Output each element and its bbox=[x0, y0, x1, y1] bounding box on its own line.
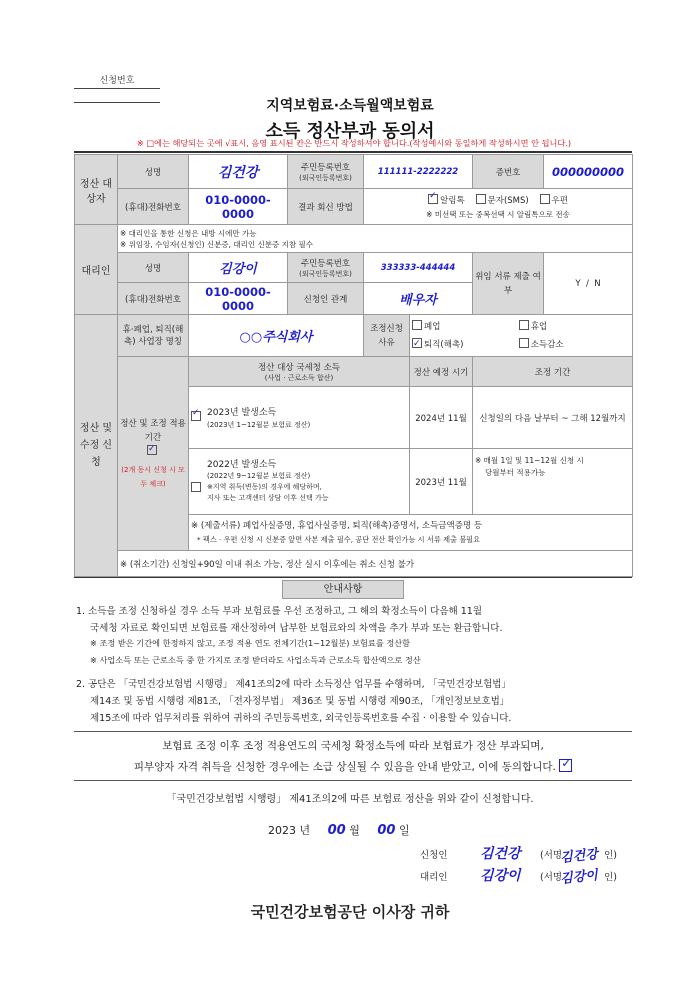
top-rule bbox=[74, 151, 632, 153]
option-sms[interactable] bbox=[476, 196, 529, 206]
agent-doc-value: Y / N bbox=[575, 278, 601, 289]
agent-phone-value: 010-0000-0000 bbox=[205, 284, 271, 313]
applicant-phone-value: 010-0000-0000 bbox=[205, 192, 271, 221]
suspend-checkbox[interactable] bbox=[519, 320, 529, 330]
reason-closure[interactable] bbox=[412, 318, 516, 336]
agent-note-2: ※ 위임장, 수임자(신청인) 신분증, 대리인 신분증 지참 필수 bbox=[120, 239, 313, 249]
consent-line1: 보험료 조정 이후 조정 적용연도의 국세청 확정소득에 따라 보험료가 정산 부과되며, bbox=[162, 740, 544, 752]
docs-line2: * 팩스 · 우편 신청 시 신분증 앞면 사본 제출 필수, 공단 전산 확인가능 시 서류 제출 불필요 bbox=[197, 534, 481, 544]
applicant-name-value: 김건강 bbox=[217, 164, 259, 181]
retire-label: 퇴직(해촉) bbox=[424, 339, 464, 350]
kakao-checkbox[interactable] bbox=[428, 194, 438, 204]
agent-rrn-field[interactable] bbox=[364, 253, 473, 283]
guide-p2b: 제14조 및 동법 시행령 제81조, 「전자정부법」 제36조 및 동법 시행령 제90조, 「개인정보보호법」 bbox=[90, 696, 510, 707]
applicant-cert-label: 증번호 bbox=[473, 155, 544, 189]
reason-income-decrease[interactable] bbox=[519, 340, 564, 350]
agent-doc-label: 위임 서류 제출 여부 bbox=[473, 253, 544, 315]
agent-rrn-label bbox=[288, 253, 364, 283]
agent-section-label: 대리인 bbox=[75, 225, 118, 315]
mail-checkbox[interactable] bbox=[540, 194, 550, 204]
closure-label: 폐업 bbox=[424, 321, 441, 332]
row2-period bbox=[473, 449, 633, 515]
row2-note1: ※지역 취득(변동)의 경우에 해당하며, bbox=[207, 482, 322, 491]
guide-p1a: 1. 소득을 조정 신청하실 경우 소득 부과 보험료를 우선 조정하고, 그 해의 확정소득이 다음해 11월 bbox=[76, 606, 482, 617]
agent-signature: 김강이 bbox=[559, 868, 599, 887]
col-expected-header: 정산 예정 시기 bbox=[410, 357, 473, 387]
agent-name-field[interactable] bbox=[189, 253, 288, 283]
col-income-sub: (사업 · 근로소득 합산) bbox=[264, 373, 334, 382]
applicant-sign-open: (서명 bbox=[540, 850, 563, 861]
agent-sign-open: (서명 bbox=[540, 872, 563, 883]
agent-notes bbox=[118, 225, 633, 253]
table-bottom-rule bbox=[74, 577, 632, 578]
suspend-label: 휴업 bbox=[530, 321, 548, 332]
agent-rrn-sublabel: (외국인등록번호) bbox=[299, 269, 352, 278]
date-month[interactable]: 00 bbox=[327, 823, 346, 838]
application-number-label: 신청번호 bbox=[74, 74, 160, 89]
agent-name-label: 성명 bbox=[118, 253, 189, 283]
row2-sub: (2022년 9~12월분 보험료 정산) bbox=[207, 471, 311, 480]
apply-period-note: (2개 동시 신청 시 모두 체크) bbox=[121, 465, 185, 488]
apply-period-label: 정산 및 조정 적용 기간 bbox=[120, 418, 186, 443]
agent-name-value: 김강이 bbox=[219, 262, 257, 277]
mail-label: 우편 bbox=[551, 195, 568, 206]
agent-rrn-value: 333333-444444 bbox=[380, 262, 456, 273]
recipient: 국민건강보험공단 이사장 귀하 bbox=[250, 903, 450, 921]
agent-note-1: ※ 대리인을 통한 신청은 내방 시에만 가능 bbox=[120, 228, 257, 238]
applicant-rrn-field[interactable] bbox=[364, 155, 473, 189]
date-day-unit: 일 bbox=[398, 824, 410, 837]
applicant-sign-close: 인) bbox=[604, 850, 617, 861]
business-name-label: 휴·폐업, 퇴직(해촉) 사업장 명칭 bbox=[118, 315, 189, 357]
applicant-phone-field[interactable] bbox=[189, 189, 288, 225]
closure-checkbox[interactable] bbox=[412, 320, 422, 330]
consent-checkbox[interactable]: ✓ bbox=[561, 756, 572, 770]
result-method-options bbox=[364, 189, 633, 225]
retire-checkbox[interactable] bbox=[412, 338, 422, 348]
agent-phone-field[interactable] bbox=[189, 283, 288, 315]
applicant-name-label: 성명 bbox=[118, 155, 189, 189]
applicant-cert-value: 000000000 bbox=[552, 164, 625, 179]
guide-p2a: 2. 공단은 「국민건강보험법 시행령」 제41조의2에 따라 소득정산 업무를 수행하며, 「국민건강보험법」 bbox=[76, 679, 511, 690]
agent-sign-close: 인) bbox=[604, 872, 617, 883]
consent-box bbox=[74, 731, 632, 781]
row2-period-note1: ※ 매월 1일 및 11~12월 신청 시 bbox=[475, 456, 584, 465]
agent-doc-field[interactable] bbox=[544, 253, 633, 315]
date-line bbox=[268, 822, 410, 838]
option-mail[interactable] bbox=[540, 196, 568, 206]
cancel-note: ※ (취소기간) 신청일+90일 이내 취소 가능, 정산 실시 이후에는 취소 신청 불가 bbox=[118, 551, 633, 577]
row1-period: 신청일의 다음 날부터 ~ 그해 12월까지 bbox=[473, 387, 633, 449]
reason-options bbox=[410, 315, 633, 357]
settlement-section-label: 정산 및 수정 신청 bbox=[75, 315, 118, 577]
row2-income-cell[interactable] bbox=[189, 449, 410, 515]
row1-income-cell[interactable] bbox=[189, 387, 410, 449]
consent-line2-wrap bbox=[74, 756, 632, 774]
agent-signature-label: 대리인 bbox=[420, 872, 448, 883]
row2-expected: 2023년 11월 bbox=[410, 449, 473, 515]
col-period-header: 조정 기간 bbox=[473, 357, 633, 387]
business-name-field[interactable] bbox=[189, 315, 364, 357]
sms-label: 문자(SMS) bbox=[487, 195, 529, 206]
applicant-phone-label: (휴대)전화번호 bbox=[118, 189, 189, 225]
guide-p1n2: ※ 사업소득 또는 근로소득 중 한 가지로 조정 받더라도 사업소득과 근로소득 합산액으로 정산 bbox=[90, 655, 421, 665]
row2-checkbox[interactable] bbox=[191, 482, 201, 492]
applicant-rrn-label-text: 주민등록번호 bbox=[300, 162, 351, 173]
row2-note2: 지사 또는 고객센터 상담 이후 선택 가능 bbox=[207, 493, 329, 502]
apply-period-cell bbox=[118, 357, 189, 551]
result-method-label: 결과 회신 방법 bbox=[288, 189, 364, 225]
docs-line1: ※ (제출서류) 폐업사실증명, 휴업사실증명, 퇴직(해촉)증명서, 소득금액증명 등 bbox=[191, 520, 483, 531]
row1-title: 2023년 발생소득 bbox=[207, 408, 277, 418]
applicant-cert-field[interactable] bbox=[544, 155, 633, 189]
applicant-signature-name[interactable]: 김건강 bbox=[480, 846, 521, 862]
date-month-unit: 월 bbox=[349, 824, 360, 837]
statement: 「국민건강보험법 시행령」 제41조의2에 따른 보험료 정산을 위와 같이 신청합니다. bbox=[166, 794, 534, 805]
col-income-title: 정산 대상 국세청 소득 bbox=[257, 362, 340, 373]
result-method-note: ※ 미선택 또는 중복선택 시 알림톡으로 전송 bbox=[426, 209, 570, 219]
guide-p1b: 국세청 자료로 확인되면 보험료를 재산정하여 납부한 보험료와의 차액을 추가 부과 또는 환급합니다. bbox=[90, 623, 503, 634]
date-year-unit: 년 bbox=[299, 824, 311, 837]
kakao-label: 알림톡 bbox=[440, 195, 465, 206]
income-decrease-label: 소득감소 bbox=[530, 339, 564, 350]
guide-p1n1: ※ 조정 받은 기간에 한정하지 않고, 조정 적용 연도 전체기간(1~12월분) 보험료를 정산함 bbox=[90, 638, 411, 648]
applicant-rrn-value: 111111-2222222 bbox=[377, 166, 459, 177]
consent-form-table bbox=[74, 154, 633, 577]
row1-expected: 2024년 11월 bbox=[410, 387, 473, 449]
reason-retire[interactable] bbox=[412, 336, 516, 354]
applicant-signature-label: 신청인 bbox=[420, 850, 448, 861]
apply-period-check[interactable] bbox=[147, 445, 157, 455]
agent-relation-value: 배우자 bbox=[399, 293, 437, 308]
col-income-header bbox=[189, 357, 410, 387]
row2-period-note2: 당월부터 적용가능 bbox=[485, 468, 546, 477]
row1-sub: (2023년 1~12월분 보험료 정산) bbox=[207, 421, 311, 429]
guide-p2c: 제15조에 따라 업무처리를 위하여 귀하의 주민등록번호, 외국인등록번호를 수집 · 이용할 수 있습니다. bbox=[90, 713, 512, 724]
consent-line2: 피부양자 자격 취득을 신청한 경우에는 소급 상실될 수 있음을 안내 받았고, 이에 동의합니다. bbox=[133, 761, 556, 773]
form-notice: ※ □에는 해당되는 곳에 √표시, 음영 표시된 칸은 반드시 작성하셔야 합니다.(작성예시와 동일하게 작성하시면 안 됩니다.) bbox=[136, 138, 572, 148]
guide-title: 안내사항 bbox=[282, 580, 404, 599]
applicant-name-field[interactable] bbox=[189, 155, 288, 189]
applicant-section-label: 정산 대상자 bbox=[75, 155, 118, 225]
date-year[interactable]: 2023 bbox=[268, 824, 296, 837]
agent-relation-label: 신청인 관계 bbox=[288, 283, 364, 315]
option-kakao[interactable] bbox=[428, 196, 465, 206]
agent-rrn-label-text: 주민등록번호 bbox=[300, 258, 351, 269]
form-title-line1: 지역보험료·소득월액보험료 bbox=[266, 98, 434, 114]
agent-signature-name[interactable]: 김강이 bbox=[480, 868, 521, 884]
applicant-signature: 김건강 bbox=[559, 847, 599, 866]
agent-phone-label: (휴대)전화번호 bbox=[118, 283, 189, 315]
applicant-rrn-label bbox=[288, 155, 364, 189]
date-day[interactable]: 00 bbox=[377, 823, 396, 838]
applicant-rrn-sublabel: (외국인등록번호) bbox=[299, 173, 352, 182]
docs-cell bbox=[189, 515, 633, 551]
sms-checkbox[interactable] bbox=[476, 194, 486, 204]
form-title-line2: 소득 정산부과 동의서 bbox=[265, 121, 435, 142]
apply-period-checkbox[interactable] bbox=[120, 445, 186, 459]
reason-label: 조정신청 사유 bbox=[364, 315, 410, 357]
income-decrease-checkbox[interactable] bbox=[519, 338, 529, 348]
row1-checkbox[interactable] bbox=[191, 411, 201, 421]
row2-title: 2022년 발생소득 bbox=[207, 459, 277, 470]
agent-relation-field[interactable] bbox=[364, 283, 473, 315]
reason-suspend[interactable] bbox=[519, 322, 547, 332]
business-name-value: ○○주식회사 bbox=[239, 330, 313, 345]
